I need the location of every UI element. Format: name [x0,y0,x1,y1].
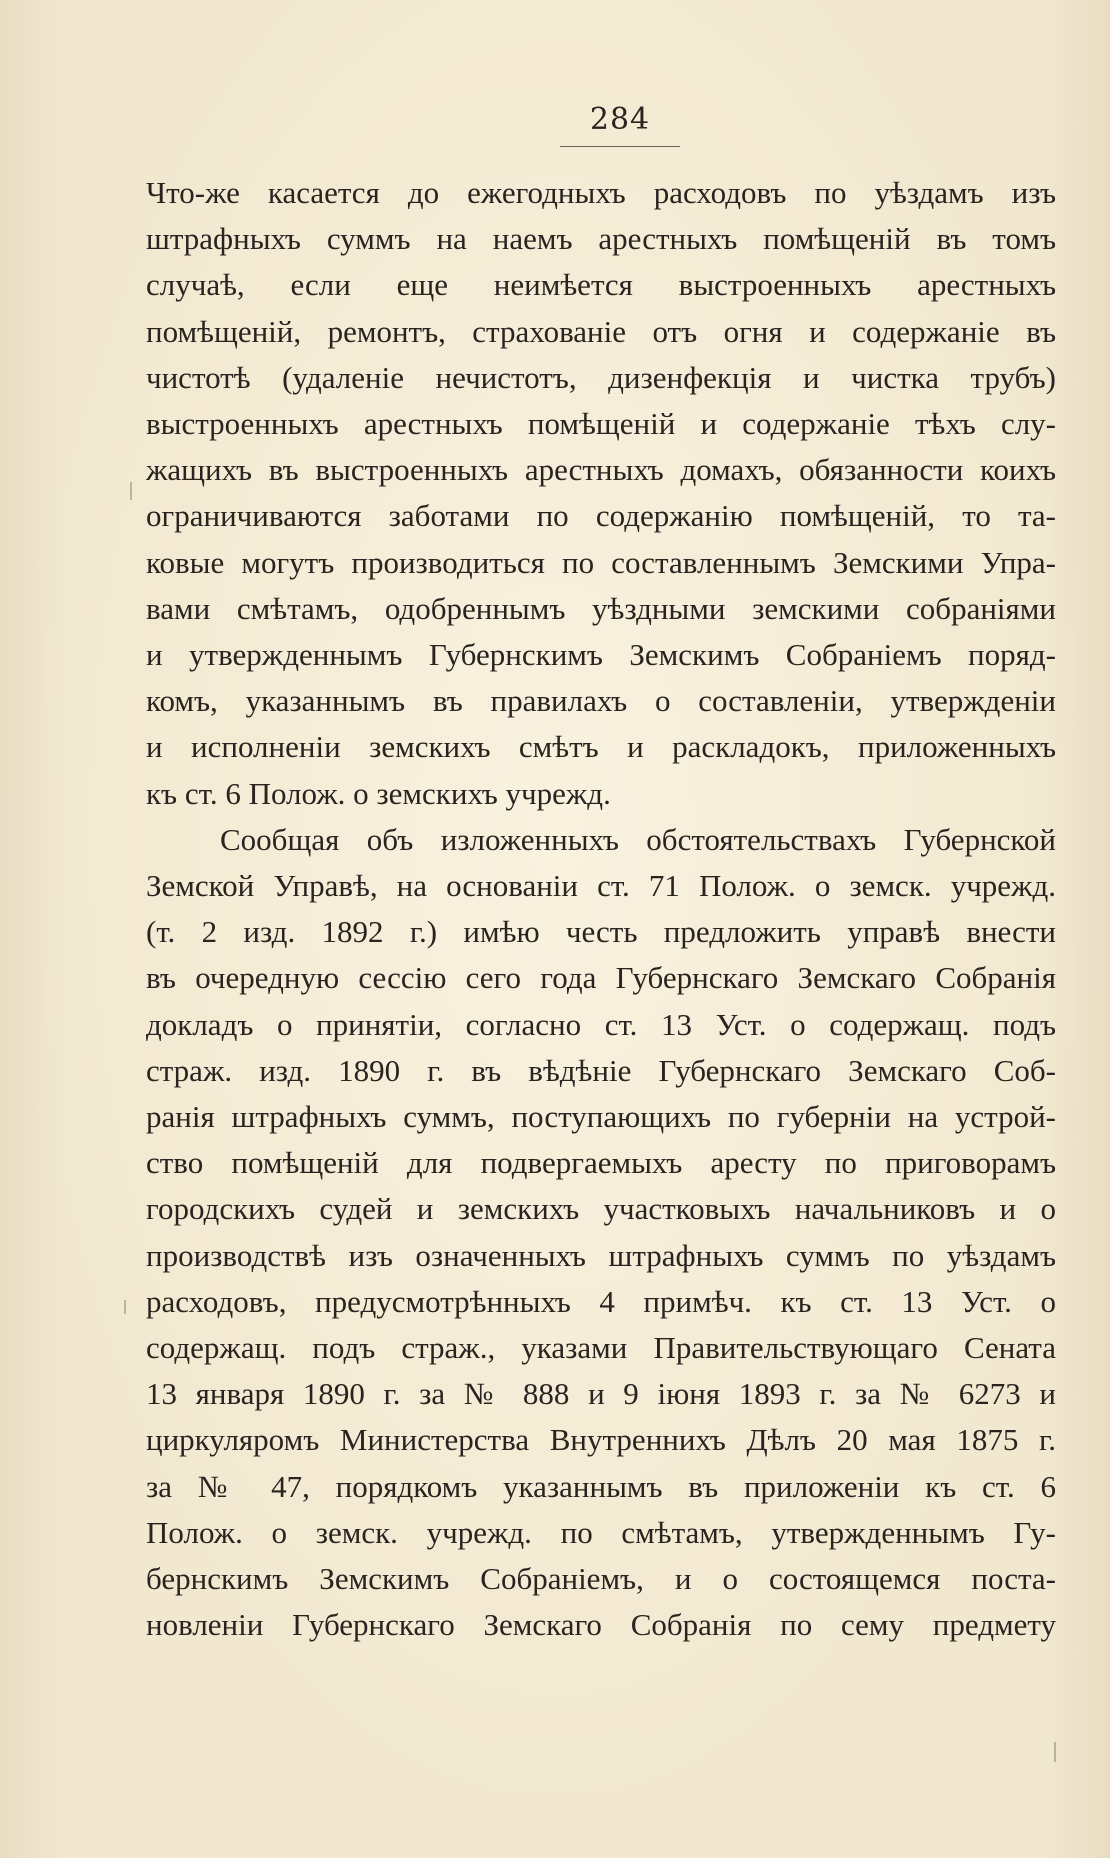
body-text [146,170,1056,1649]
text-line: и исполненіи земскихъ смѣтъ и раскладокъ, приложенныхъ [146,729,1056,765]
text-line: случаѣ, если еще неимѣется выстроенныхъ арестныхъ [146,267,1056,303]
text-line: содержащ. подъ страж., указами Правительствующаго Сената [146,1330,1056,1366]
text-line: (т. 2 изд. 1892 г.) имѣю честь предложить управѣ внести [146,914,1056,950]
page-number: 284 [589,102,651,137]
margin-mark [130,482,132,500]
margin-mark [1054,1742,1056,1762]
paragraph [146,170,1056,817]
page-number-rule [560,146,680,147]
text-line: Земской Управѣ, на основаніи ст. 71 Полож. о земск. учрежд. [146,868,1056,904]
text-line: циркуляромъ Министерства Внутреннихъ Дѣлъ 20 мая 1875 г. [146,1422,1056,1458]
text-line: въ очередную сессію сего года Губернскаго Земскаго Собранія [146,960,1056,996]
text-line: и утвержденнымъ Губернскимъ Земскимъ Собраніемъ поряд- [146,637,1056,673]
text-line: ранія штрафныхъ суммъ, поступающихъ по губерніи на устрой- [146,1099,1056,1135]
text-line: штрафныхъ суммъ на наемъ арестныхъ помѣщеній въ томъ [146,221,1056,257]
text-line: Сообщая объ изложенныхъ обстоятельствахъ Губернской [220,821,1056,857]
text-line: докладъ о принятіи, согласно ст. 13 Уст. о содержащ. подъ [146,1006,1056,1042]
text-line: страж. изд. 1890 г. въ вѣдѣніе Губернскаго Земскаго Соб- [146,1052,1056,1088]
text-line: къ ст. 6 Полож. о земскихъ учрежд. [146,775,611,811]
text-line: ковые могутъ производиться по составленнымъ Земскими Упра- [146,544,1056,580]
text-line: выстроенныхъ арестныхъ помѣщеній и содержаніе тѣхъ слу- [146,406,1056,442]
text-line: комъ, указаннымъ въ правилахъ о составленіи, утвержденіи [146,683,1056,719]
text-line: Полож. о земск. учрежд. по смѣтамъ, утвержденнымъ Гу- [146,1514,1056,1550]
text-line: ство помѣщеній для подвергаемыхъ аресту по приговорамъ [146,1145,1056,1181]
text-line: ограничиваются заботами по содержанію помѣщеній, то та- [146,498,1056,534]
text-line: городскихъ судей и земскихъ участковыхъ начальниковъ и о [146,1191,1056,1227]
text-line: бернскимъ Земскимъ Собраніемъ, и о состоящемся поста- [146,1561,1056,1597]
text-line: 13 января 1890 г. за № 888 и 9 іюня 1893 г. за № 6273 и [146,1376,1056,1412]
text-line: жащихъ въ выстроенныхъ арестныхъ домахъ, обязанности коихъ [146,452,1056,488]
margin-mark [124,1300,126,1314]
text-line: чистотѣ (удаленіе нечистотъ, дизенфекція и чистка трубъ) [146,359,1056,395]
text-line: новленіи Губернскаго Земскаго Собранія по сему предмету [146,1607,1056,1643]
paragraph [146,817,1056,1649]
text-line: производствѣ изъ означенныхъ штрафныхъ суммъ по уѣздамъ [146,1237,1056,1273]
text-line: помѣщеній, ремонтъ, страхованіе отъ огня и содержаніе въ [146,313,1056,349]
text-line: расходовъ, предусмотрѣнныхъ 4 примѣч. къ ст. 13 Уст. о [146,1283,1056,1319]
text-line: Что-же касается до ежегодныхъ расходовъ по уѣздамъ изъ [146,175,1056,210]
text-line: за № 47, порядкомъ указаннымъ въ приложеніи къ ст. 6 [146,1468,1056,1504]
text-line: вами смѣтамъ, одобреннымъ уѣздными земскими собраніями [146,590,1056,626]
